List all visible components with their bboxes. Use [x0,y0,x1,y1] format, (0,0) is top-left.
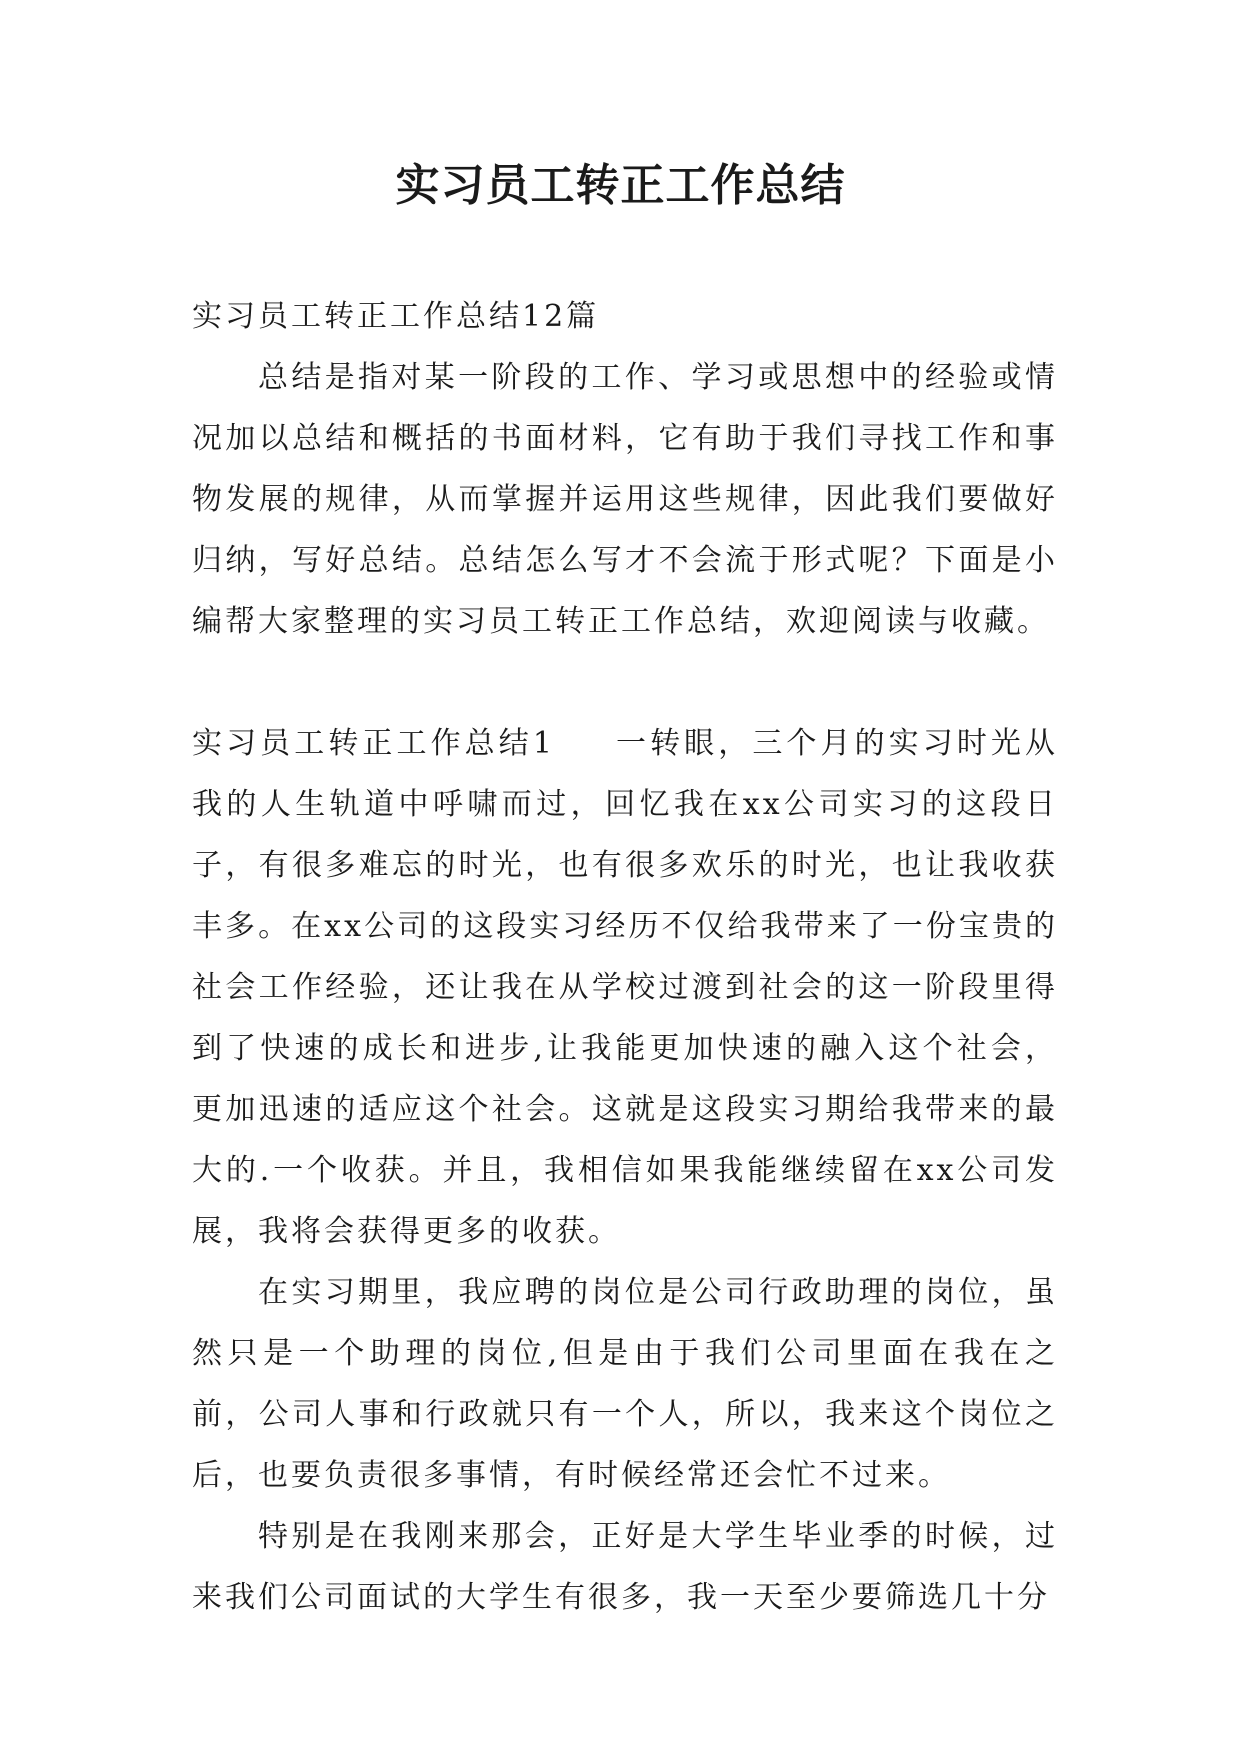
intro-paragraph: 总结是指对某一阶段的工作、学习或思想中的经验或情况加以总结和概括的书面材料，它有助于我们寻找工作和事物发展的规律，从而掌握并运用这些规律，因此我们要做好归纳，写好总结。总结怎么写才不会流于形式呢？下面是小编帮大家整理的实习员工转正工作总结，欢迎阅读与收藏。 [192,360,1058,639]
document-title: 实习员工转正工作总结 [395,160,846,211]
document-subtitle: 实习员工转正工作总结12篇 [192,299,600,334]
section-1-paragraph: 在实习期里，我应聘的岗位是公司行政助理的岗位，虽然只是一个助理的岗位,但是由于我们公司里面在我在之前，公司人事和行政就只有一个人，所以，我来这个岗位之后，也要负责很多事情，有时候经常还会忙不过来。 [192,1275,1058,1493]
section-1-first-paragraph [192,713,1058,1262]
section-1-paragraph: 特别是在我刚来那会，正好是大学生毕业季的时候，过来我们公司面试的大学生有很多，我一天至少要筛选几十分 [192,1519,1058,1615]
section-1-first-paragraph-text: 一转眼，三个月的实习时光从我的人生轨道中呼啸而过，回忆我在xx公司实习的这段日子，有很多难忘的时光，也有很多欢乐的时光，也让我收获丰多。在xx公司的这段实习经历不仅给我带来了一份宝贵的社会工作经验，还让我在从学校过渡到社会的这一阶段里得到了快速的成长和进步,让我能更加快速的融入这个社会，更加迅速的适应这个社会。这就是这段实习期给我带来的最大的.一个收获。并且，我相信如果我能继续留在xx公司发展，我将会获得更多的收获。 [192,726,1058,1249]
section-spacer [192,652,1058,713]
document-body [192,286,1058,1628]
section-1-heading: 实习员工转正工作总结1 [192,726,555,761]
